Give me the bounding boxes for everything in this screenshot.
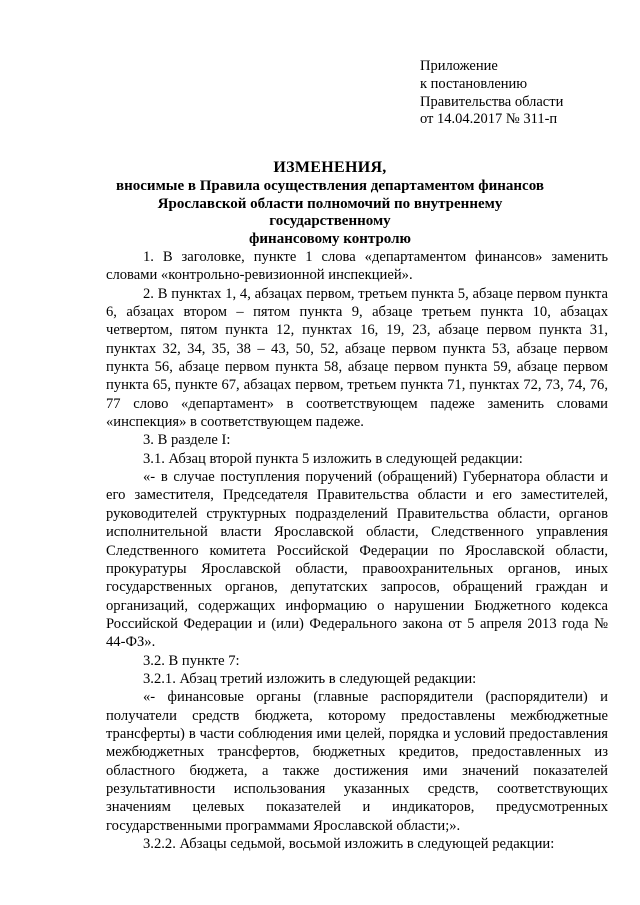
appendix-line: Правительства области — [420, 93, 564, 110]
paragraph: 3.2. В пункте 7: — [143, 652, 240, 669]
paragraph: 3.2.2. Абзацы седьмой, восьмой изложить в следующей редакции: — [143, 836, 555, 852]
appendix-block — [420, 58, 630, 129]
document-title — [100, 159, 560, 248]
paragraph: 1. В заголовке, пункте 1 слова «департаментом финансов» заменить словами «контрольно-ревизионной инспекцией». — [106, 249, 608, 284]
document-body — [106, 248, 608, 853]
paragraph: «- в случае поступления поручений (обращений) Губернатора области и его заместителя, Председателя Правительства области и его заместителей, руководителей структурных подразделений Правительства области, органов исполнительной власти Ярославской области, Следственного управления Следственного комитета Российской Федерации по Ярославской области, прокуратуры Ярославской области, правоохранительных органов, иных государственных органов, депутатских запросов, обращений граждан и организаций, содержащих информацию о нарушении Бюджетного кодекса Российской Федерации и (или) Федерального закона от 5 апреля 2013 года № 44-ФЗ». — [106, 469, 608, 651]
title-subline: вносимые в Правила осуществления департаментом финансов — [116, 178, 544, 195]
title-subline: Ярославской области полномочий по внутреннему государственному — [157, 195, 503, 230]
paragraph: 2. В пунктах 1, 4, абзацах первом, третьем пункта 5, абзаце первом пункта 6, абзацах втором – пятом пункта 9, абзаце третьем пункта 10, абзацах четвертом, пятом пункта 12, пунктах 16, 19, 23, абзаце первом пункта 31, пунктах 32, 34, 35, 38 – 43, 50, 52, абзаце первом пункта 53, абзаце первом пункта 56, абзаце первом пункта 58, абзаце первом пункта 59, абзаце первом пункта 65, пункте 67, абзацах первом, третьем пункта 71, пунктах 72, 73, 74, 76, 77 слово «департамент» в соответствующем падеже заменить словами «инспекция» в соответствующем падеже. — [106, 285, 608, 431]
paragraph: 3.1. Абзац второй пункта 5 изложить в следующей редакции: — [143, 450, 523, 467]
paragraph: «- финансовые органы (главные распорядители (распорядители) и получатели средств бюджета, которому предоставлены межбюджетные трансферты) в части соблюдения ими целей, порядка и условий предоставления межбюджетных трансфертов, бюджетных кредитов, предоставленных из областного бюджета, а также достижения ими значений показателей результативности использования указанных средств, соответствующих значениям целевых показателей и индикаторов, предусмотренных государственными программами Ярославской области;». — [106, 689, 608, 834]
paragraph: 3.2.1. Абзац третий изложить в следующей редакции: — [143, 670, 477, 687]
paragraph: 3. В разделе I: — [143, 432, 231, 449]
appendix-line: от 14.04.2017 № 311-п — [420, 111, 558, 128]
appendix-line: Приложение — [420, 58, 498, 74]
appendix-line: к постановлению — [420, 75, 528, 92]
title-main: ИЗМЕНЕНИЯ, — [273, 159, 387, 176]
title-subline: финансовому контролю — [249, 230, 411, 247]
